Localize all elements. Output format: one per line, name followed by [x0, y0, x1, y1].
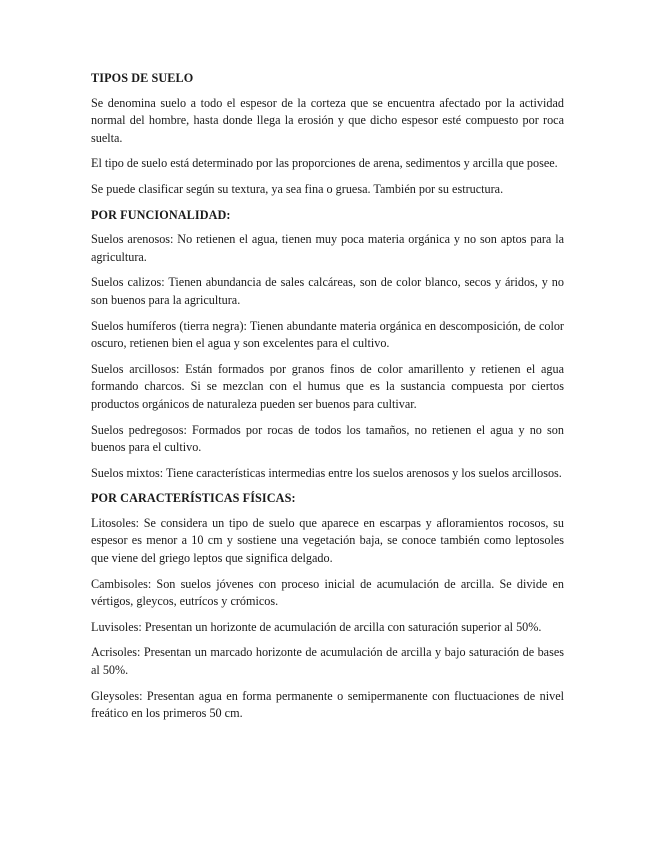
intro-paragraph: Se denomina suelo a todo el espesor de la corteza que se encuentra afectado por la actividad normal del hombre, hasta donde llega la erosión y que dicho espesor esté compuesto por roca suelta.: [91, 95, 564, 145]
soil-type-acrisoles: Acrisoles: Presentan un marcado horizonte de acumulación de arcilla y bajo saturación de bases al 50%.: [91, 645, 564, 678]
soil-type-calizos: Suelos calizos: Tienen abundancia de sales calcáreas, son de color blanco, secos y áridos, y no son buenos para la agricultura.: [91, 275, 564, 307]
section-heading-fisicas: POR CARACTERÍSTICAS FÍSICAS:: [91, 491, 296, 506]
soil-type-gleysoles: Gleysoles: Presentan agua en forma permanente o semipermanente con fluctuaciones de nivel freático en los primeros 50 cm.: [91, 688, 564, 721]
soil-type-pedregosos: Suelos pedregosos: Formados por rocas de todos los tamaños, no retienen el agua y no son buenos para el cultivo.: [91, 422, 564, 455]
soil-type-humiferos: Suelos humíferos (tierra negra): Tienen abundante materia orgánica en descomposición, de color oscuro, retienen bien el agua y son excelentes para el cultivo.: [91, 318, 564, 351]
soil-type-arcillosos: Suelos arcillosos: Están formados por granos finos de color amarillento y retienen el agua formando charcos. Si se mezclan con el humus que es la sustancia compuesta por ciertos productos orgánicos de naturaleza pueden ser buenos para cultivar.: [91, 361, 564, 411]
soil-type-mixtos: Suelos mixtos: Tiene características intermedias entre los suelos arenosos y los suelos arcillosos.: [91, 465, 562, 480]
document-title: TIPOS DE SUELO: [91, 71, 194, 85]
soil-type-luvisoles: Luvisoles: Presentan un horizonte de acumulación de arcilla con saturación superior al 50%.: [91, 619, 542, 634]
intro-paragraph: Se puede clasificar según su textura, ya sea fina o gruesa. También por su estructura.: [91, 181, 504, 196]
soil-type-cambisoles: Cambisoles: Son suelos jóvenes con proceso inicial de acumulación de arcilla. Se divide en vértigos, gleycos, eutrícos y crómicos.: [91, 576, 564, 609]
soil-type-litosoles: Litosoles: Se considera un tipo de suelo que aparece en escarpas y afloramientos rocosos, su espesor es menor a 10 cm y sostiene una vegetación baja, se conoce también como leptosoles que viene del griego leptos que significa delgado.: [91, 515, 564, 566]
intro-paragraph: El tipo de suelo está determinado por las proporciones de arena, sedimentos y arcilla que posee.: [91, 156, 558, 171]
document-page: [91, 70, 564, 731]
soil-type-arenosos: Suelos arenosos: No retienen el agua, tienen muy poca materia orgánica y no son aptos para la agricultura.: [91, 232, 564, 264]
section-heading-funcionalidad: POR FUNCIONALIDAD:: [91, 207, 231, 222]
